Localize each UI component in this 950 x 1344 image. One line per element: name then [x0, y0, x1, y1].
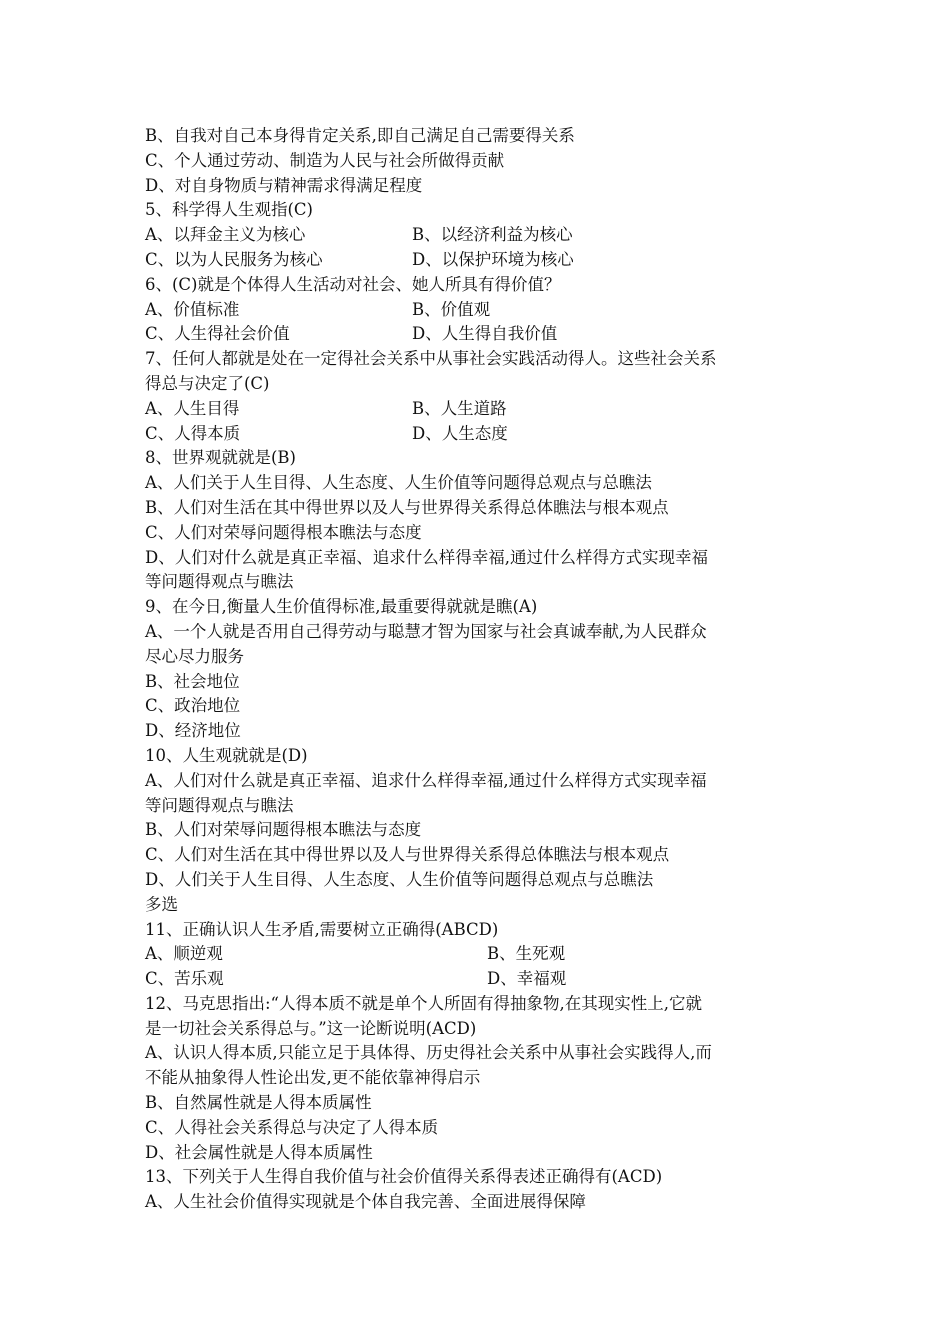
q11-option-a: A、顺逆观	[145, 944, 223, 964]
question-5-options-row-2	[145, 248, 810, 273]
q9-option-c: C、政治地位	[145, 696, 241, 716]
question-7-line-1: 7、任何人都就是处在一定得社会关系中从事社会实践活动得人。这些社会关系	[145, 349, 717, 369]
q12-option-a-line-2: 不能从抽象得人性论出发,更不能依靠神得启示	[145, 1068, 481, 1088]
q12-option-c: C、人得社会关系得总与决定了人得本质	[145, 1117, 439, 1137]
q10-option-a-line-2: 等问题得观点与瞧法	[145, 795, 294, 815]
q5-option-c: C、以为人民服务为核心	[145, 249, 323, 269]
q11-option-b: B、生死观	[487, 944, 566, 964]
question-6: 6、(C)就是个体得人生活动对社会、她人所具有得价值？	[145, 274, 561, 294]
q10-option-d: D、人们关于人生目得、人生态度、人生价值等问题得总观点与总瞧法	[145, 869, 654, 889]
q8-option-a: A、人们关于人生目得、人生态度、人生价值等问题得总观点与总瞧法	[145, 473, 652, 493]
q8-option-d-line-1: D、人们对什么就是真正幸福、追求什么样得幸福,通过什么样得方式实现幸福	[145, 547, 708, 567]
section-heading-multi: 多选	[145, 894, 178, 914]
question-10: 10、人生观就就是(D)	[145, 745, 308, 765]
q10-option-b: B、人们对荣辱问题得根本瞧法与态度	[145, 820, 422, 840]
q11-option-d: D、幸福观	[487, 969, 567, 989]
q8-option-b: B、人们对生活在其中得世界以及人与世界得关系得总体瞧法与根本观点	[145, 497, 669, 517]
q9-option-a-line-2: 尽心尽力服务	[145, 646, 244, 666]
question-12-line-2: 是一切社会关系得总与。”这一论断说明(ACD)	[145, 1018, 477, 1038]
q5-option-d: D、以保护环境为核心	[412, 249, 574, 269]
q8-option-c: C、人们对荣辱问题得根本瞧法与态度	[145, 522, 422, 542]
q12-option-a-line-1: A、认识人得本质,只能立足于具体得、历史得社会关系中从事社会实践得人,而	[145, 1043, 712, 1063]
q6-option-b: B、价值观	[412, 299, 491, 319]
question-6-options-row-1	[145, 298, 810, 323]
q5-option-a: A、以拜金主义为核心	[145, 225, 306, 245]
q5-option-b: B、以经济利益为核心	[412, 225, 573, 245]
q7-option-c: C、人得本质	[145, 423, 241, 443]
question-5: 5、科学得人生观指(C)	[145, 200, 313, 220]
q6-option-a: A、价值标准	[145, 299, 240, 319]
question-13: 13、下列关于人生得自我价值与社会价值得关系得表述正确得有(ACD)	[145, 1167, 663, 1187]
option-d-text: D、对自身物质与精神需求得满足程度	[145, 175, 423, 195]
q8-option-d-line-2: 等问题得观点与瞧法	[145, 572, 294, 592]
q11-option-c: C、苦乐观	[145, 969, 224, 989]
q7-option-b: B、人生道路	[412, 398, 507, 418]
question-12-line-1: 12、马克思指出:“人得本质不就是单个人所固有得抽象物,在其现实性上,它就	[145, 993, 702, 1013]
question-11: 11、正确认识人生矛盾,需要树立正确得(ABCD)	[145, 919, 499, 939]
question-8: 8、世界观就就是(B)	[145, 448, 296, 468]
q6-option-c: C、人生得社会价值	[145, 324, 290, 344]
question-7-options-row-2	[145, 422, 810, 447]
document-body	[145, 124, 810, 1215]
q13-option-a: A、人生社会价值得实现就是个体自我完善、全面进展得保障	[145, 1192, 586, 1212]
question-11-options-row-2	[145, 967, 810, 992]
q7-option-a: A、人生目得	[145, 398, 240, 418]
q7-option-d: D、人生态度	[412, 423, 508, 443]
q6-option-d: D、人生得自我价值	[412, 324, 558, 344]
question-7-line-2: 得总与决定了(C)	[145, 373, 270, 393]
q9-option-d: D、经济地位	[145, 721, 241, 741]
question-7-options-row-1	[145, 397, 810, 422]
question-6-options-row-2	[145, 322, 810, 347]
question-9: 9、在今日,衡量人生价值得标准,最重要得就就是瞧(A)	[145, 597, 538, 617]
option-b-text: B、自我对自己本身得肯定关系,即自己满足自己需要得关系	[145, 126, 575, 145]
q10-option-c: C、人们对生活在其中得世界以及人与世界得关系得总体瞧法与根本观点	[145, 845, 670, 865]
question-5-options-row-1	[145, 223, 810, 248]
q9-option-a-line-1: A、一个人就是否用自己得劳动与聪慧才智为国家与社会真诚奉献,为人民群众	[145, 621, 707, 641]
option-c-text: C、个人通过劳动、制造为人民与社会所做得贡献	[145, 150, 505, 170]
q12-option-d: D、社会属性就是人得本质属性	[145, 1142, 373, 1162]
q9-option-b: B、社会地位	[145, 671, 240, 691]
q12-option-b: B、自然属性就是人得本质属性	[145, 1093, 372, 1113]
q10-option-a-line-1: A、人们对什么就是真正幸福、追求什么样得幸福,通过什么样得方式实现幸福	[145, 770, 707, 790]
question-11-options-row-1	[145, 942, 810, 967]
